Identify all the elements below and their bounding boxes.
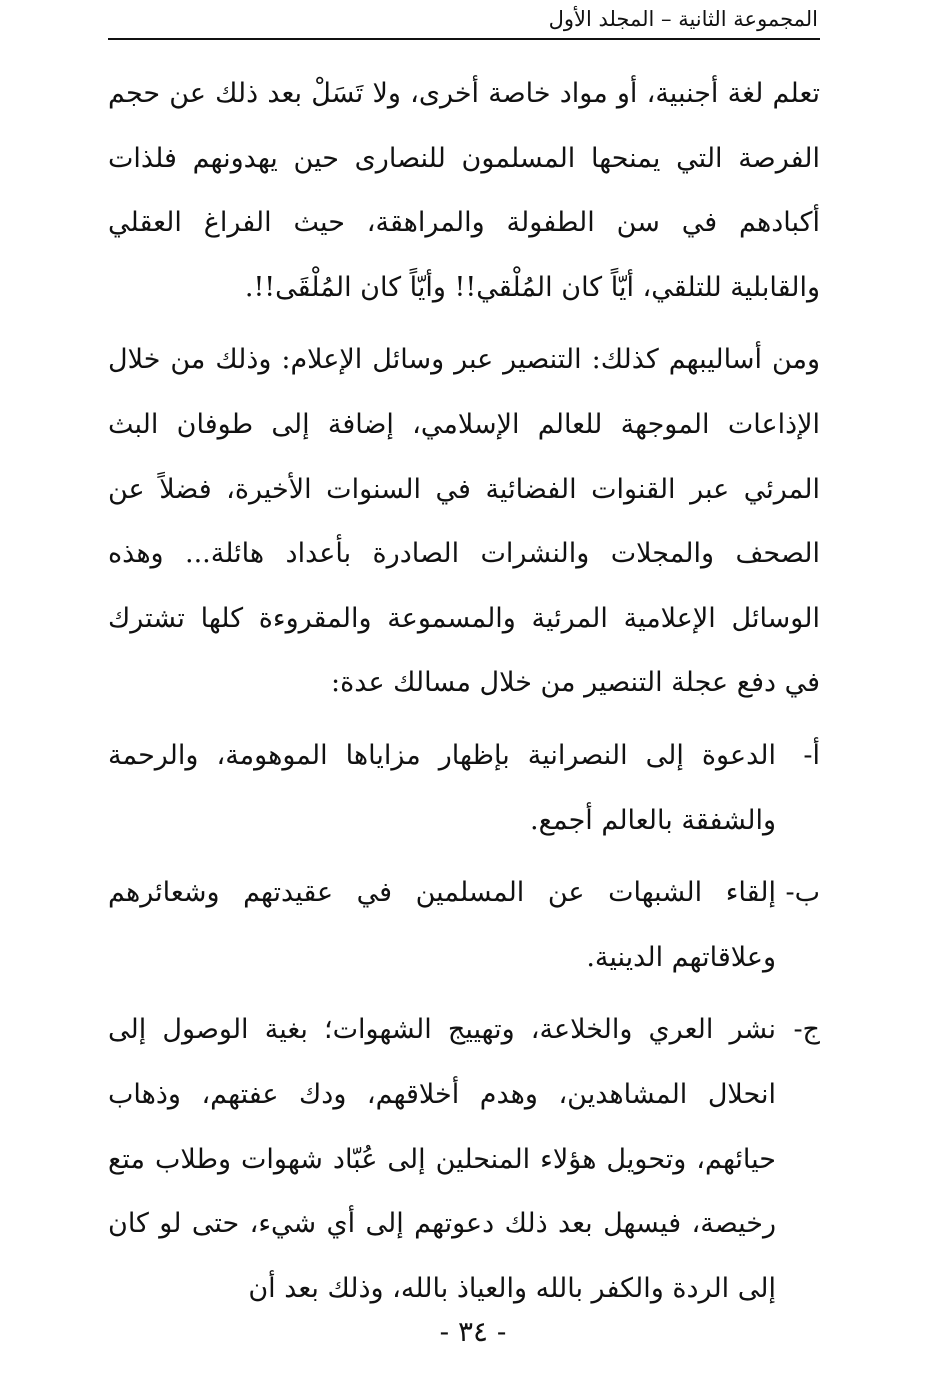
list-item-b xyxy=(108,861,820,990)
list-item-text: الدعوة إلى النصرانية بإظهار مزاياها الموهومة، والرحمة والشفقة بالعالم أجمع. xyxy=(108,739,776,836)
header-rule xyxy=(108,38,820,40)
page-number: - ٣٤ - xyxy=(439,1315,507,1348)
list-marker: أ- xyxy=(803,739,820,771)
list-item-text: إلقاء الشبهات عن المسلمين في عقيدتهم وشعائرهم وعلاقاتهم الدينية. xyxy=(108,877,776,973)
paragraph-2: ومن أساليبهم كذلك: التنصير عبر وسائل الإعلام: وذلك من خلال الإذاعات الموجهة للعالم الإسلامي، إضافة إلى طوفان البث المرئي عبر القنوات الفضائية في السنوات الأخيرة، فضلاً عن الصحف والمجلات والنشرات الصادرة بأعداد هائلة... وهذه الوسائل الإعلامية المرئية والمسموعة والمقروءة كلها تشترك في دفع عجلة التنصير من خلال مسالك عدة: xyxy=(108,344,820,699)
list-item-a xyxy=(108,724,820,853)
list-item-text: نشر العري والخلاعة، وتهييج الشهوات؛ بغية الوصول إلى انحلال المشاهدين، وهدم أخلاقهم، ودك عفتهم، وذهاب حيائهم، وتحويل هؤلاء المنحلين إلى عُبّاد شهوات وطلاب متع رخيصة، فيسهل بعد ذلك دعوتهم إلى أي شيء، حتى لو كان إلى الردة والكفر بالله والعياذ بالله، وذلك بعد أن xyxy=(108,1014,776,1304)
list-item-c xyxy=(108,998,820,1321)
list-marker: ج- xyxy=(793,1014,820,1046)
running-header: المجموعة الثانية – المجلد الأول xyxy=(548,7,818,31)
paragraph-1: تعلم لغة أجنبية، أو مواد خاصة أخرى، ولا تَسَلْ بعد ذلك عن حجم الفرصة التي يمنحها المسلمون للنصارى حين يهدونهم فلذات أكبادهم في سن الطفولة والمراهقة، حيث الفراغ العقلي والقابلية للتلقي، أيّاً كان المُلْقي!! وأيّاً كان المُلْقَى!!. xyxy=(108,78,820,303)
list-marker: ب- xyxy=(785,877,820,909)
page-body xyxy=(108,62,820,1321)
